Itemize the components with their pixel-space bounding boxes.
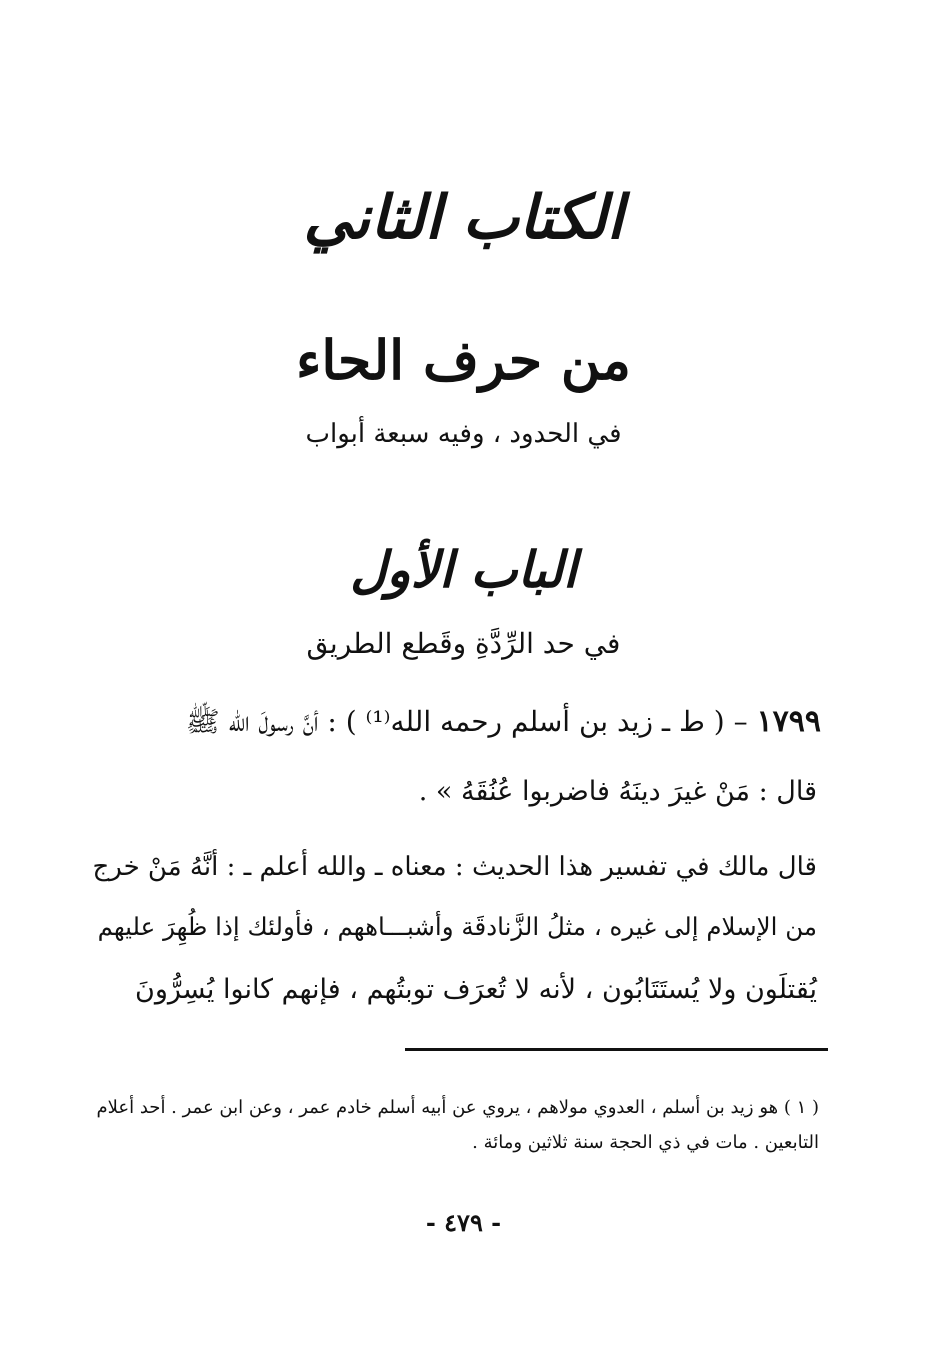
footnote-line-2: التابعين . مات في ذي الحجة سنة ثلاثين ومائة . (472, 1132, 819, 1153)
book-description: في الحدود ، وفيه سبعة أبواب (305, 419, 622, 449)
commentary-line-3: يُقتلَون ولا يُستَتَابُون ، لأنه لا تُعرَف توبتُهم ، فإنهم كانوا يُسِرُّونَ (135, 974, 817, 1005)
commentary-line-2: من الإسلام إلى غيره ، مثلُ الزَّنادقَة وأشبـــاههم ، فأولئك إذا ظُهِرَ عليهم (97, 912, 817, 941)
hadith-line-1 (186, 700, 821, 744)
chapter-title: الباب الأول (350, 540, 577, 599)
page-number: - ٤٧٩ - (425, 1208, 502, 1237)
chapter-description: في حد الرِّدَّةِ وقَطع الطريق (306, 627, 621, 660)
hadith-line-1-text: – ( ط ـ زيد بن أسلم رحمه الله⁽¹⁾ ) : أنَّ رسولَ الله ﷺ (185, 705, 748, 738)
book-subtitle: من حرف الحاء (296, 328, 631, 392)
hadith-line-2: قال : مَنْ غيرَ دينَهُ فاضربوا عُنُقَهُ » . (418, 776, 817, 807)
footnote-divider (405, 1048, 828, 1051)
footnote-line-1: ( ١ ) هو زيد بن أسلم ، العدوي مولاهم ، يروي عن أبيه أسلم خادم عمر ، وعن ابن عمر . أحد أعلام (96, 1097, 819, 1118)
hadith-number: ١٧٩٩ (756, 704, 821, 739)
commentary-line-1: قال مالك في تفسير هذا الحديث : معناه ـ والله أعلم ـ : أنَّهُ مَنْ خرج (92, 852, 817, 882)
book-title: الكتاب الثاني (303, 183, 624, 253)
